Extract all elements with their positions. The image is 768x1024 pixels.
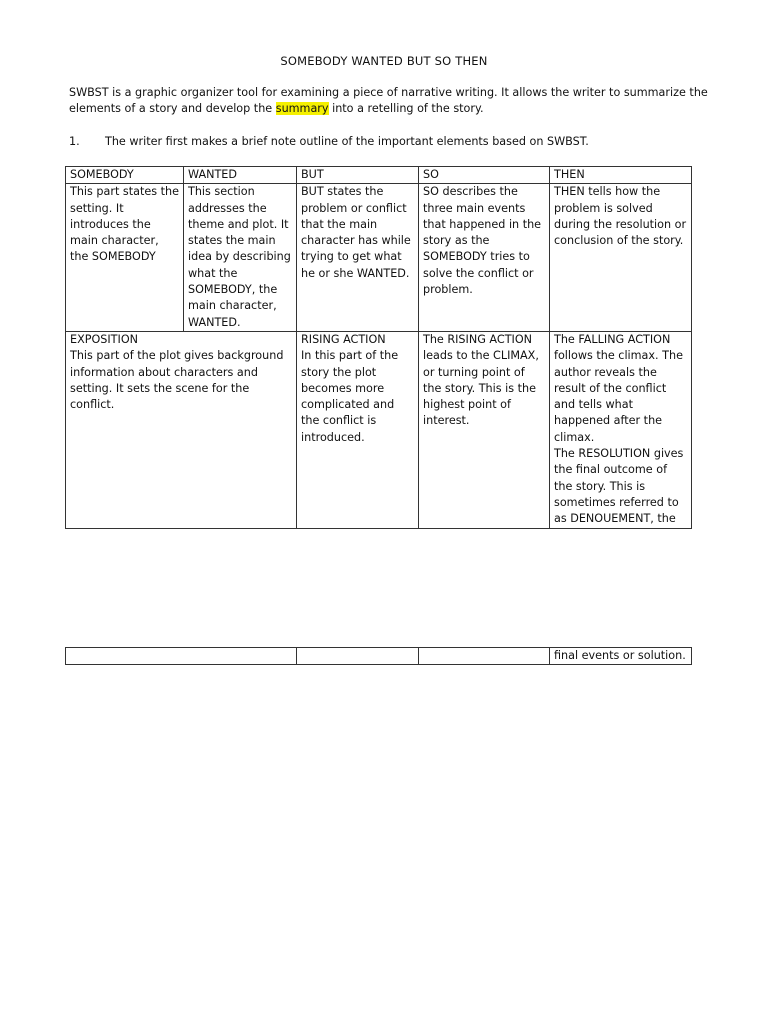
cell-climax: The RISING ACTION leads to the CLIMAX, or turning point of the story. This is the highest point of interest. — [419, 331, 550, 528]
table-row — [66, 331, 692, 528]
cont-cell-empty — [66, 648, 297, 665]
table-row — [66, 648, 692, 665]
cell-wanted: This section addresses the theme and plot. It states the main idea by describing what the SOMEBODY, the main character, WANTED. — [184, 184, 297, 332]
header-but: BUT — [297, 167, 419, 184]
rising-action-label: RISING ACTION — [301, 332, 386, 346]
exposition-label: EXPOSITION — [70, 332, 138, 346]
cell-somebody: This part states the setting. It introduces the main character, the SOMEBODY — [66, 184, 184, 332]
exposition-text: This part of the plot gives background information about characters and setting. It sets the scene for the conflict. — [70, 349, 284, 412]
step-text: The writer first makes a brief note outline of the important elements based on SWBST. — [105, 135, 589, 148]
step-1 — [69, 134, 709, 150]
table-header-row — [66, 167, 692, 184]
cell-then: THEN tells how the problem is solved during the resolution or conclusion of the story. — [550, 184, 692, 332]
cell-so: SO describes the three main events that happened in the story as the SOMEBODY tries to solve the conflict or problem. — [419, 184, 550, 332]
header-so: SO — [419, 167, 550, 184]
page-title: SOMEBODY WANTED BUT SO THEN — [280, 54, 488, 68]
rising-action-text: In this part of the story the plot becomes more complicated and the conflict is introduced. — [301, 349, 399, 444]
cell-exposition — [66, 331, 297, 528]
header-then: THEN — [550, 167, 692, 184]
cont-cell-then: final events or solution. — [550, 648, 692, 665]
intro-paragraph — [69, 85, 709, 118]
cont-cell-empty — [419, 648, 550, 665]
header-wanted: WANTED — [184, 167, 297, 184]
swbst-table — [65, 166, 692, 529]
cell-rising-action — [297, 331, 419, 528]
highlighted-word: summary — [275, 102, 329, 116]
cont-cell-empty — [297, 648, 419, 665]
continuation-table — [65, 647, 692, 665]
falling-action-text: The FALLING ACTION follows the climax. The author reveals the result of the conflict and tells what happened after the climax. — [554, 332, 683, 444]
intro-text-before: SWBST is a graphic organizer tool for examining a piece of narrative writing. It allows the writer to summarize the elements of a story and develop the — [69, 86, 708, 116]
table-row — [66, 184, 692, 332]
cell-but: BUT states the problem or conflict that the main character has while trying to get what he or she WANTED. — [297, 184, 419, 332]
cell-falling-action — [550, 331, 692, 528]
intro-text-after: into a retelling of the story. — [328, 102, 484, 116]
step-number: 1. — [69, 135, 80, 148]
header-somebody: SOMEBODY — [66, 167, 184, 184]
resolution-text: The RESOLUTION gives the final outcome of the story. This is sometimes referred to as DENOUEMENT, the — [554, 447, 684, 526]
